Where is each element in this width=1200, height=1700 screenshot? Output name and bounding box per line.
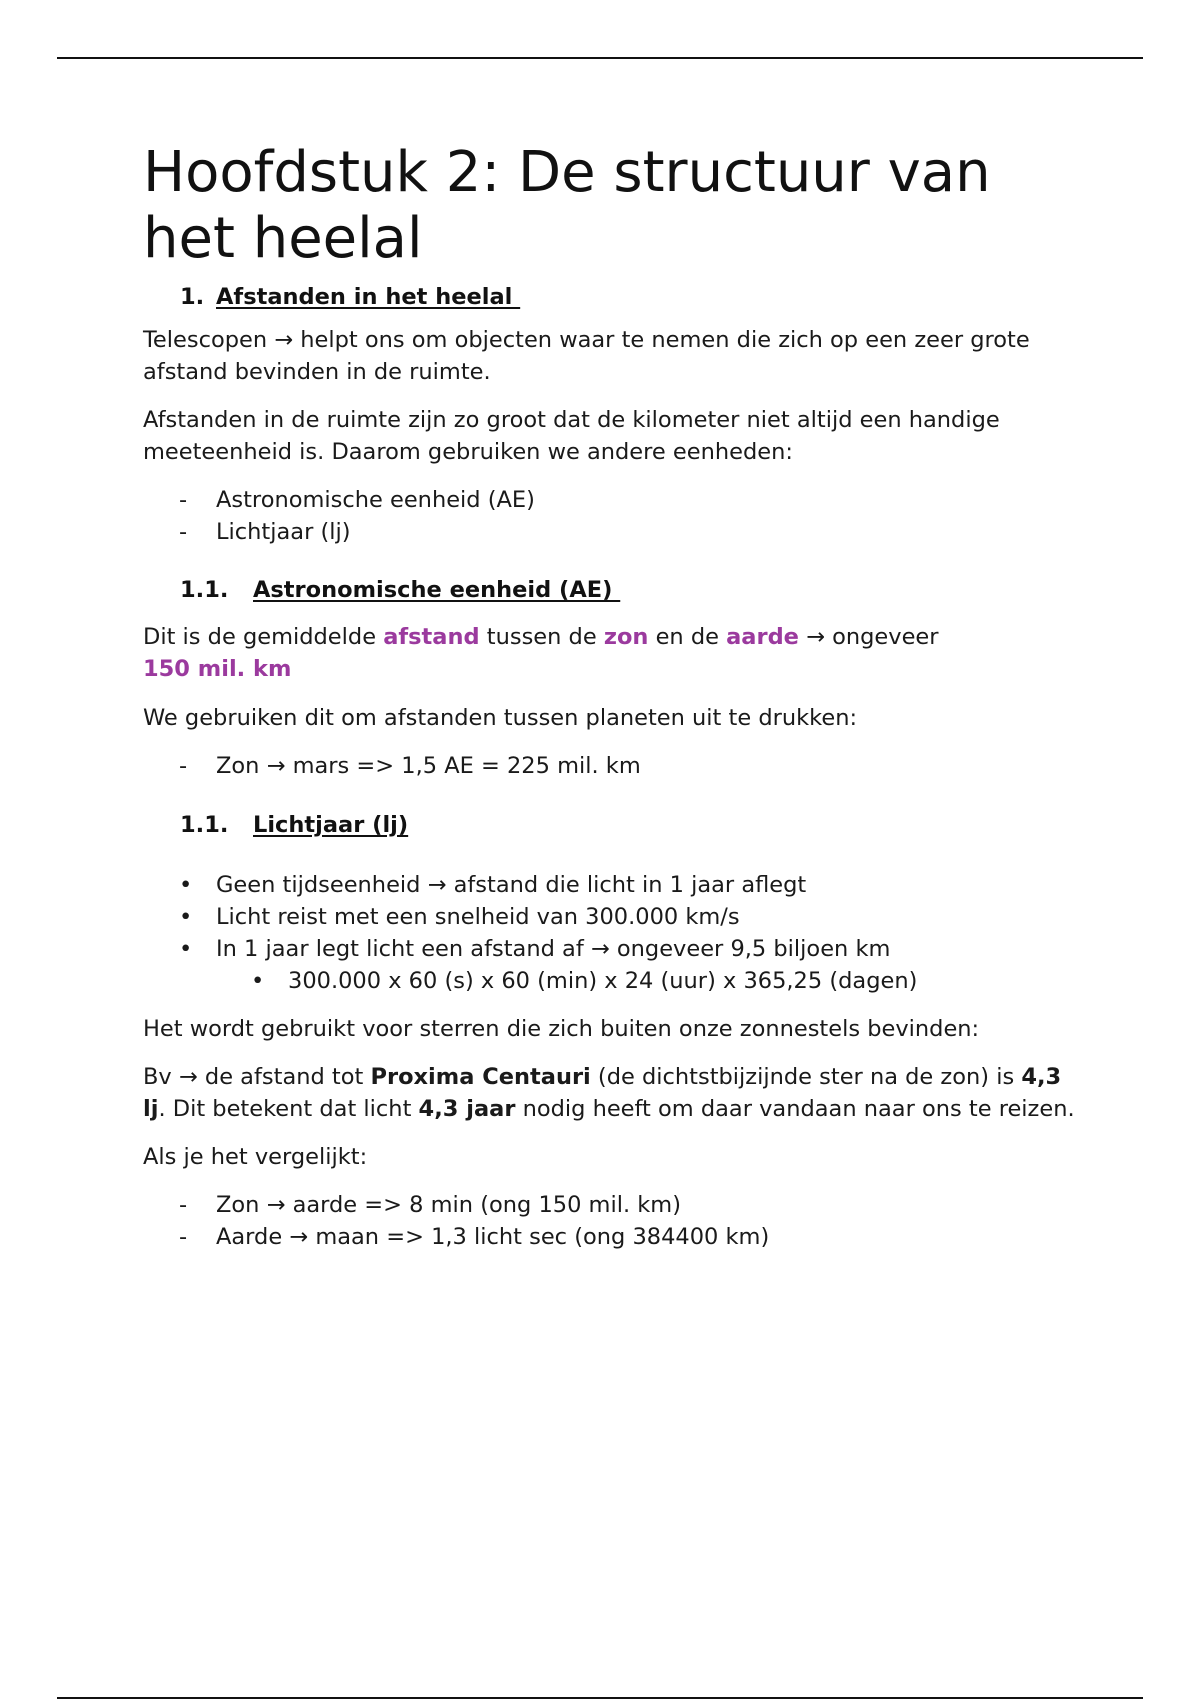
list-item-text: Aarde → maan => 1,3 licht sec (ong 384400 km)	[216, 1224, 770, 1250]
text-run: tussen de	[479, 624, 604, 650]
chapter-title-line1: Hoofdstuk 2: De structuur van	[143, 140, 991, 205]
bullet-marker: •	[179, 936, 193, 962]
list-item	[143, 1221, 1083, 1253]
lichtjaar-bullets	[143, 869, 1083, 997]
list-item-text: Astronomische eenheid (AE)	[216, 487, 535, 513]
highlight-aarde: aarde	[726, 624, 799, 650]
dash-marker: -	[179, 1224, 188, 1250]
list-item	[143, 1189, 1083, 1221]
chapter-title-line2: het heelal	[143, 206, 423, 271]
paragraph-ae-definition	[143, 621, 1083, 685]
bold-proxima-centauri: Proxima Centauri	[370, 1064, 591, 1090]
section-number: 1.1.	[180, 812, 229, 838]
dash-marker: -	[179, 1192, 188, 1218]
list-item-text: Lichtjaar (lj)	[216, 519, 351, 545]
list-item-text: In 1 jaar legt licht een afstand af → ongeveer 9,5 biljoen km	[216, 936, 891, 962]
units-list	[143, 484, 1083, 548]
section-number: 1.	[180, 284, 205, 310]
paragraph-planeten: We gebruiken dit om afstanden tussen planeten uit te drukken:	[143, 705, 858, 731]
list-item-text: 300.000 x 60 (s) x 60 (min) x 24 (uur) x 365,25 (dagen)	[288, 968, 918, 994]
text-run: . Dit betekent dat licht	[158, 1096, 419, 1122]
paragraph-afstanden: Afstanden in de ruimte zijn zo groot dat de kilometer niet altijd een handige meeteenheid is. Daarom gebruiken we andere eenheden:	[143, 407, 1000, 465]
bottom-rule	[57, 1697, 1143, 1699]
text-run: Bv → de afstand tot	[143, 1064, 371, 1090]
list-item	[143, 933, 1083, 965]
top-rule	[57, 57, 1143, 59]
list-item-text: Zon → mars => 1,5 AE = 225 mil. km	[216, 753, 641, 779]
bold-4-3-jaar: 4,3 jaar	[418, 1096, 516, 1122]
dash-marker: -	[179, 753, 188, 779]
section-heading-text: Astronomische eenheid (AE)	[253, 577, 621, 603]
text-run: (de dichtstbijzijnde ster na de zon) is	[590, 1064, 1022, 1090]
ae-example-list	[143, 750, 1083, 782]
dash-marker: -	[179, 487, 188, 513]
document-page	[143, 140, 1083, 1253]
section-heading-ae	[143, 575, 1083, 605]
section-heading-lichtjaar	[143, 810, 1083, 840]
bullet-marker: •	[179, 904, 193, 930]
sub-list-item	[143, 965, 1083, 997]
text-run: nodig heeft om daar vandaan naar ons te reizen.	[515, 1096, 1075, 1122]
section-heading-text: Afstanden in het heelal	[216, 284, 521, 310]
text-run: en de	[648, 624, 727, 650]
list-item	[143, 750, 1083, 782]
paragraph-telescopen: Telescopen → helpt ons om objecten waar te nemen die zich op een zeer grote afstand bevinden in de ruimte.	[143, 327, 1030, 385]
chapter-title	[143, 140, 1083, 272]
highlight-150-mil-km: 150 mil. km	[143, 656, 292, 682]
list-item	[143, 484, 1083, 516]
highlight-afstand: afstand	[383, 624, 480, 650]
list-item	[143, 869, 1083, 901]
bullet-marker: •	[179, 872, 193, 898]
bold-4-3-lj: 4,3 lj	[143, 1064, 1062, 1122]
text-run: Dit is de gemiddelde	[143, 624, 384, 650]
highlight-zon: zon	[603, 624, 649, 650]
bullet-marker: •	[251, 968, 265, 994]
list-item	[143, 516, 1083, 548]
list-item-text: Geen tijdseenheid → afstand die licht in 1 jaar aflegt	[216, 872, 807, 898]
list-item-text: Licht reist met een snelheid van 300.000 km/s	[216, 904, 740, 930]
comparison-list	[143, 1189, 1083, 1253]
paragraph-sterren: Het wordt gebruikt voor sterren die zich buiten onze zonnestels bevinden:	[143, 1016, 980, 1042]
section-heading-afstanden	[143, 282, 1083, 312]
paragraph-proxima	[143, 1061, 1083, 1125]
text-run: → ongeveer	[798, 624, 939, 650]
section-heading-text: Lichtjaar (lj)	[253, 812, 409, 838]
list-item	[143, 901, 1083, 933]
paragraph-vergelijkt: Als je het vergelijkt:	[143, 1144, 368, 1170]
dash-marker: -	[179, 519, 188, 545]
list-item-text: Zon → aarde => 8 min (ong 150 mil. km)	[216, 1192, 681, 1218]
section-number: 1.1.	[180, 577, 229, 603]
